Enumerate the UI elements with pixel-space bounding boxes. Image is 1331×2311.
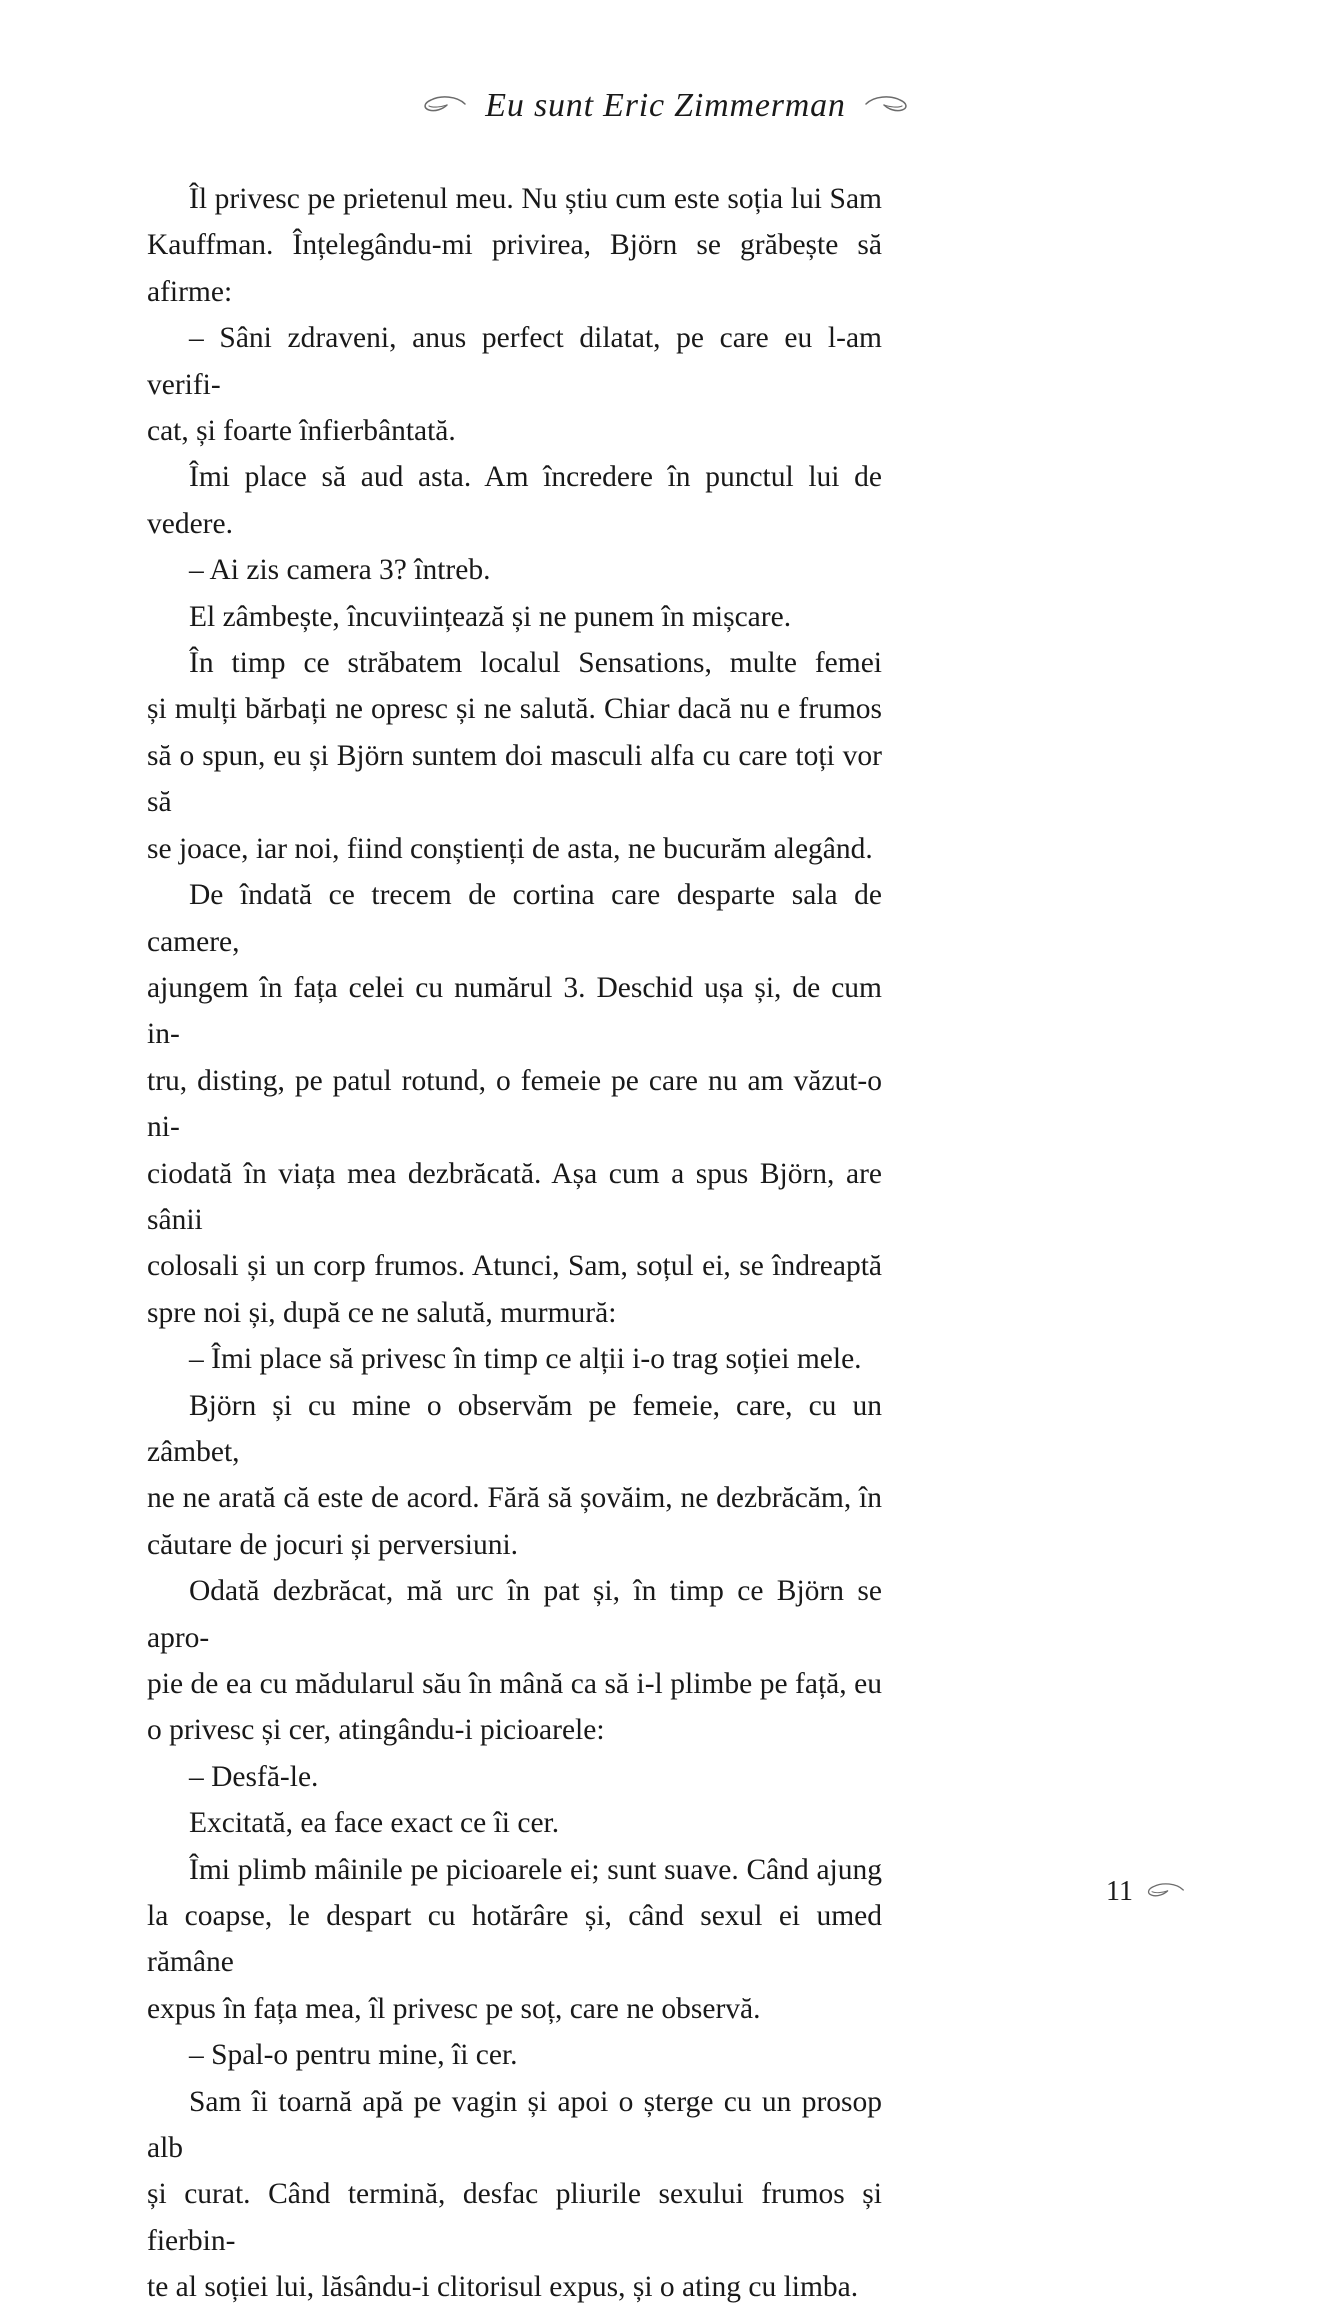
text-line: tru, disting, pe patul rotund, o femeie pe care nu am văzut-o ni-: [147, 1064, 890, 1144]
paragraph: [147, 2079, 890, 2311]
text-line: De îndată ce trecem de cortina care desparte sala de camere,: [147, 879, 890, 958]
paragraph: [147, 872, 890, 1336]
folio: [1106, 1876, 1185, 1908]
text-line: căutare de jocuri și perversiuni.: [147, 1528, 519, 1561]
text-line: – Spal-o pentru mine, îi cer.: [189, 2039, 518, 2072]
text-line: cat, și foarte înfierbântată.: [147, 415, 456, 448]
flourish-ornament-folio-icon: [1145, 1881, 1185, 1904]
text-line: – Ai zis camera 3? întreb.: [189, 554, 491, 587]
text-line: te al soției lui, lăsându-i clitorisul expus, și o ating cu limba.: [147, 2271, 859, 2304]
text-line: Îmi place să aud asta. Am încredere în punctul lui de vedere.: [147, 461, 890, 540]
text-line: la coapse, le despart cu hotărâre și, când sexul ei umed rămâne: [147, 1900, 890, 1979]
paragraph: [147, 315, 890, 454]
text-line: Odată dezbrăcat, mă urc în pat și, în timp ce Björn se apro-: [147, 1575, 890, 1654]
text-line: În timp ce străbatem localul Sensations, multe femei: [189, 647, 882, 680]
paragraph: [147, 2032, 882, 2078]
body-text: [147, 176, 890, 2311]
text-line: – Desfă-le.: [189, 1760, 319, 1793]
text-line: – Sâni zdraveni, anus perfect dilatat, pe care eu l-am verifi-: [147, 322, 890, 401]
text-line: Sam îi toarnă apă pe vagin și apoi o șterge cu un prosop alb: [147, 2085, 890, 2165]
text-line: spre noi și, după ce ne salută, murmură:: [147, 1296, 617, 1329]
text-line: și curat. Când termină, desfac pliurile sexului frumos și fierbin-: [147, 2178, 890, 2257]
text-line: Kauffman. Înțelegându-mi privirea, Björn se grăbește să afirme:: [147, 229, 890, 308]
paragraph: [147, 454, 890, 547]
text-line: pie de ea cu mădularul său în mână ca să i-l plimbe pe față, eu: [147, 1668, 882, 1700]
paragraph: [147, 1383, 890, 1569]
paragraph: [147, 1568, 890, 1754]
text-line: El zâmbește, încuviințează și ne punem în mișcare.: [189, 600, 792, 633]
running-head-title: Eu sunt Eric Zimmerman: [485, 87, 846, 124]
paragraph: [147, 547, 882, 593]
paragraph: [147, 1336, 882, 1382]
text-line: Îl privesc pe prietenul meu. Nu știu cum este soția lui Sam: [189, 183, 882, 215]
paragraph: [147, 176, 890, 315]
text-line: ciodată în viața mea dezbrăcată. Așa cum a spus Björn, are sânii: [147, 1157, 890, 1236]
text-line: expus în fața mea, îl privesc pe soț, care ne observă.: [147, 1992, 761, 2025]
paragraph: [147, 1847, 890, 2033]
text-line: o privesc și cer, atingându-i picioarele:: [147, 1714, 605, 1747]
flourish-ornament-right-icon: [864, 94, 910, 119]
text-line: ne ne arată că este de acord. Fără să șovăim, ne dezbrăcăm, în: [147, 1482, 882, 1515]
text-line: și mulți bărbați ne opresc și ne salută. Chiar dacă nu e frumos: [147, 693, 882, 726]
paragraph: [147, 1754, 882, 1800]
flourish-ornament-left-icon: [421, 94, 467, 119]
paragraph: [147, 594, 882, 640]
text-line: – Îmi place să privesc în timp ce alții i-o trag soției mele.: [189, 1343, 862, 1376]
text-line: Excitată, ea face exact ce îi cer.: [189, 1807, 560, 1840]
page-number: 11: [1106, 1876, 1133, 1907]
paragraph: [147, 1800, 882, 1846]
text-line: Björn și cu mine o observăm pe femeie, care, cu un zâmbet,: [147, 1389, 890, 1468]
paragraph: [147, 640, 890, 872]
text-line: ajungem în fața celei cu numărul 3. Deschid ușa și, de cum in-: [147, 971, 890, 1051]
text-line: se joace, iar noi, fiind conștienți de asta, ne bucurăm alegând.: [147, 832, 873, 865]
running-head: [0, 78, 1331, 134]
text-line: să o spun, eu și Björn suntem doi masculi alfa cu care toți vor să: [147, 739, 890, 819]
text-line: Îmi plimb mâinile pe picioarele ei; sunt suave. Când ajung: [189, 1853, 882, 1886]
text-line: colosali și un corp frumos. Atunci, Sam, soțul ei, se îndreaptă: [147, 1250, 882, 1283]
